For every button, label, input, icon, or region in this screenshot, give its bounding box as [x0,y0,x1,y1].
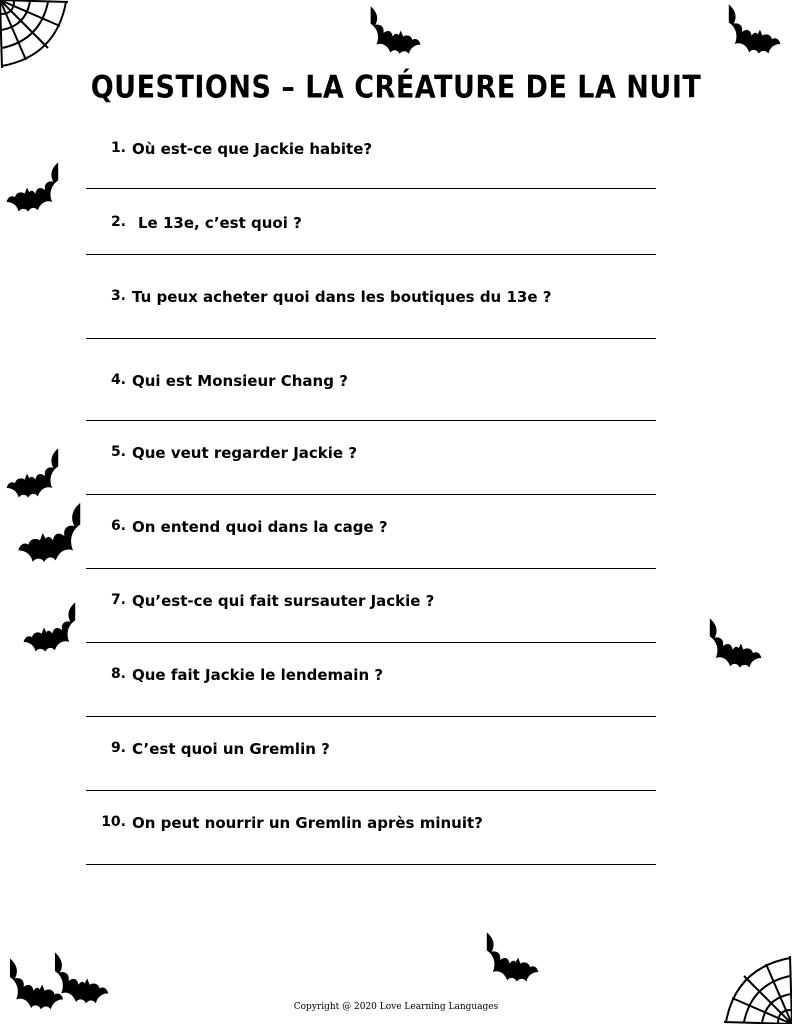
question-number: 7. [110,592,126,608]
question-number: 9. [110,740,126,756]
question-text: C’est quoi un Gremlin ? [132,740,330,758]
copyright-footer: Copyright @ 2020 Love Learning Languages [293,1002,499,1012]
question-number: 10. [101,814,126,830]
question-item [90,214,660,274]
spider-web-icon [722,954,792,1024]
question-text: Où est-ce que Jackie habite? [132,140,373,158]
question-item [90,814,660,874]
bat-icon [364,4,426,62]
answer-line [86,568,656,569]
question-text: Tu peux acheter quoi dans les boutiques du 13e ? [132,288,552,306]
spider-web-icon [0,0,70,70]
question-item [90,666,660,726]
bat-icon [2,160,64,220]
question-item [90,372,660,432]
answer-line [86,420,656,421]
answer-line [86,716,656,717]
bat-icon [14,500,86,572]
answer-line [86,188,656,189]
question-text: On entend quoi dans la cage ? [132,518,388,536]
bat-icon [704,616,766,676]
question-text: Qu’est-ce qui fait sursauter Jackie ? [132,592,435,610]
answer-line [86,494,656,495]
question-number: 8. [110,666,126,682]
question-number: 2. [110,214,126,230]
question-item [90,592,660,652]
answer-line [86,254,656,255]
question-number: 1. [110,140,126,156]
answer-line [86,338,656,339]
question-text: On peut nourrir un Gremlin après minuit? [132,814,483,832]
bat-icon [722,2,786,62]
question-item [90,444,660,504]
question-item [90,288,660,348]
question-text: Qui est Monsieur Chang ? [132,372,348,390]
question-text: Le 13e, c’est quoi ? [138,214,302,232]
page-title: QUESTIONS – LA CRÉATURE DE LA NUIT [90,69,702,106]
question-text: Que fait Jackie le lendemain ? [132,666,384,684]
question-item [90,140,660,200]
bat-icon [20,600,80,660]
answer-line [86,642,656,643]
question-number: 6. [110,518,126,534]
question-number: 4. [110,372,126,388]
answer-line [86,790,656,791]
bat-icon [2,446,64,506]
bat-icon [480,930,544,990]
question-text: Que veut regarder Jackie ? [132,444,358,462]
question-number: 3. [110,288,126,304]
question-item [90,740,660,800]
answer-line [86,864,656,865]
question-number: 5. [110,444,126,460]
question-item [90,518,660,578]
